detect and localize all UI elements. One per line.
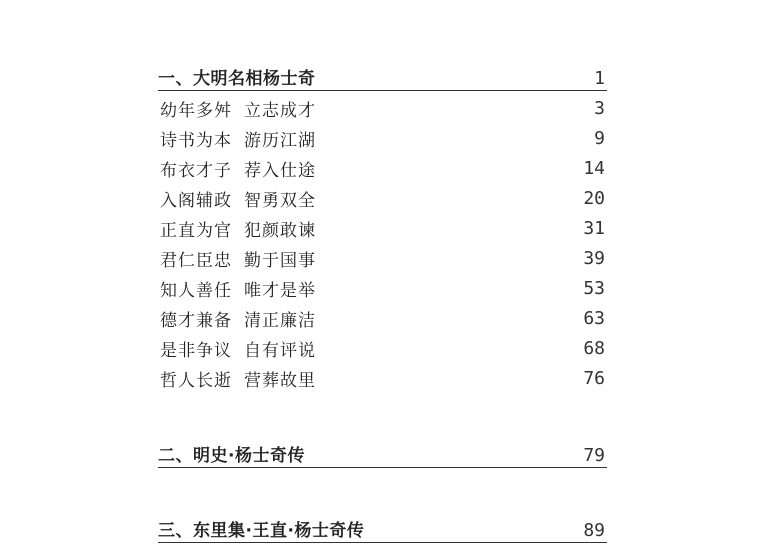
- table-of-contents: [158, 62, 607, 543]
- section-title: 一、大明名相杨士奇: [158, 69, 316, 89]
- entry-page-number: 9: [594, 127, 605, 149]
- section-title: 二、明史·杨士奇传: [158, 446, 305, 466]
- entry-page-number: 31: [583, 217, 605, 239]
- entry-list: [158, 93, 607, 393]
- entry-title: 哲人长逝 营葬故里: [160, 370, 316, 391]
- entry-page-number: 53: [583, 277, 605, 299]
- toc-section-2: [158, 439, 607, 468]
- toc-entry[interactable]: [158, 153, 607, 183]
- entry-page-number: 14: [583, 157, 605, 179]
- section-heading[interactable]: [158, 514, 607, 543]
- entry-title: 正直为官 犯颜敢谏: [160, 220, 316, 241]
- entry-title: 德才兼备 清正廉洁: [160, 310, 316, 331]
- entry-title: 诗书为本 游历江湖: [160, 130, 316, 151]
- toc-entry[interactable]: [158, 213, 607, 243]
- toc-entry[interactable]: [158, 333, 607, 363]
- toc-entry[interactable]: [158, 363, 607, 393]
- entry-title: 幼年多舛 立志成才: [160, 100, 316, 121]
- toc-entry[interactable]: [158, 123, 607, 153]
- toc-entry[interactable]: [158, 243, 607, 273]
- entry-page-number: 20: [583, 187, 605, 209]
- entry-title: 布衣才子 荐入仕途: [160, 160, 316, 181]
- entry-page-number: 3: [594, 97, 605, 119]
- toc-entry[interactable]: [158, 273, 607, 303]
- entry-page-number: 76: [583, 367, 605, 389]
- entry-page-number: 63: [583, 307, 605, 329]
- toc-entry[interactable]: [158, 183, 607, 213]
- toc-section-3: [158, 514, 607, 543]
- toc-section-1: [158, 62, 607, 393]
- entry-page-number: 68: [583, 337, 605, 359]
- section-title: 三、东里集·王直·杨士奇传: [158, 521, 365, 541]
- section-page-number: 79: [583, 445, 605, 466]
- section-heading[interactable]: [158, 62, 607, 91]
- entry-page-number: 39: [583, 247, 605, 269]
- entry-title: 知人善任 唯才是举: [160, 280, 316, 301]
- entry-title: 是非争议 自有评说: [160, 340, 316, 361]
- toc-entry[interactable]: [158, 93, 607, 123]
- entry-title: 入阁辅政 智勇双全: [160, 190, 316, 211]
- entry-title: 君仁臣忠 勤于国事: [160, 250, 316, 271]
- section-heading[interactable]: [158, 439, 607, 468]
- section-page-number: 1: [594, 68, 605, 89]
- section-page-number: 89: [583, 520, 605, 541]
- toc-entry[interactable]: [158, 303, 607, 333]
